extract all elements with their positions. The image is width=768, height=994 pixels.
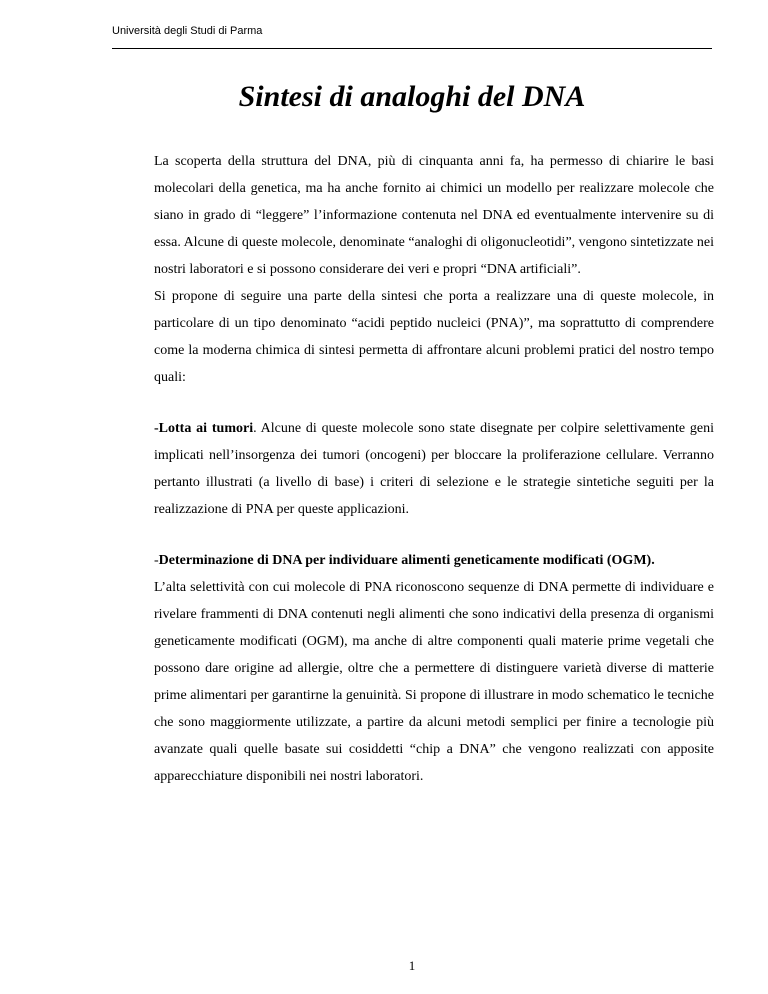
page-title: Sintesi di analoghi del DNA — [238, 80, 586, 113]
intro-paragraph: La scoperta della struttura del DNA, più di cinquanta anni fa, ha permesso di chiarire le basi molecolari della genetica, ma ha anche fornito ai chimici un modello per realizzare molecole che siano in grado di “leggere” l’informazione contenuta nel DNA ed eventualmente intervenire su di essa. Alcune di queste molecole, denominate “analoghi di oligonucleotidi”, vengono sintetizzate nei nostri laboratori e si possono considerare dei veri e propri “DNA artificiali”. — [154, 154, 714, 277]
document-body — [154, 148, 714, 790]
paragraph-spacer — [154, 391, 714, 415]
ogm-heading: Determinazione di DNA per individuare alimenti geneticamente modificati (OGM). — [158, 553, 655, 568]
proposal-paragraph: Si propone di seguire una parte della sintesi che porta a realizzare una di queste molecole, in particolare di un tipo denominato “acidi peptido nucleici (PNA)”, ma soprattutto di comprendere come la moderna chimica di sintesi permetta di affrontare alcuni problemi pratici del nostro tempo quali: — [154, 289, 714, 385]
paragraph-spacer — [154, 523, 714, 547]
tumori-heading: -Lotta ai tumori — [154, 421, 254, 436]
ogm-paragraph: L’alta selettività con cui molecole di PNA riconoscono sequenze di DNA permette di individuare e rivelare frammenti di DNA contenuti negli alimenti che sono indicativi della presenza di organismi geneticamente modificati (OGM), ma anche di altre componenti quali materie prime vegetali che possono dare origine ad allergie, oltre che a permettere di distinguere varietà diverse di matterie prime alimentari per garantirne la genuinità. Si propone di illustrare in modo schematico le tecniche che sono maggiormente utilizzate, a partire da alcuni metodi semplici per finire a tecnologie più avanzate quali quelle basate sui cosiddetti “chip a DNA” che vengono realizzati con apposite apparecchiature disponibili nei nostri laboratori. — [154, 580, 714, 784]
header-divider — [112, 48, 712, 49]
tumori-text: . Alcune di queste molecole sono state disegnate per colpire selettivamente geni implicati nell’insorgenza dei tumori (oncogeni) per bloccare la proliferazione cellulare. Verranno pertanto illustrati (a livello di base) i criteri di selezione e le strategie sintetiche seguiti per la realizzazione di PNA per queste applicazioni. — [154, 421, 714, 517]
header-institution: Università degli Studi di Parma — [112, 25, 263, 37]
ogm-heading-prefix: - — [154, 553, 159, 568]
ogm-heading-line — [154, 547, 714, 574]
page-number: 1 — [408, 958, 416, 973]
tumori-paragraph — [154, 415, 714, 523]
